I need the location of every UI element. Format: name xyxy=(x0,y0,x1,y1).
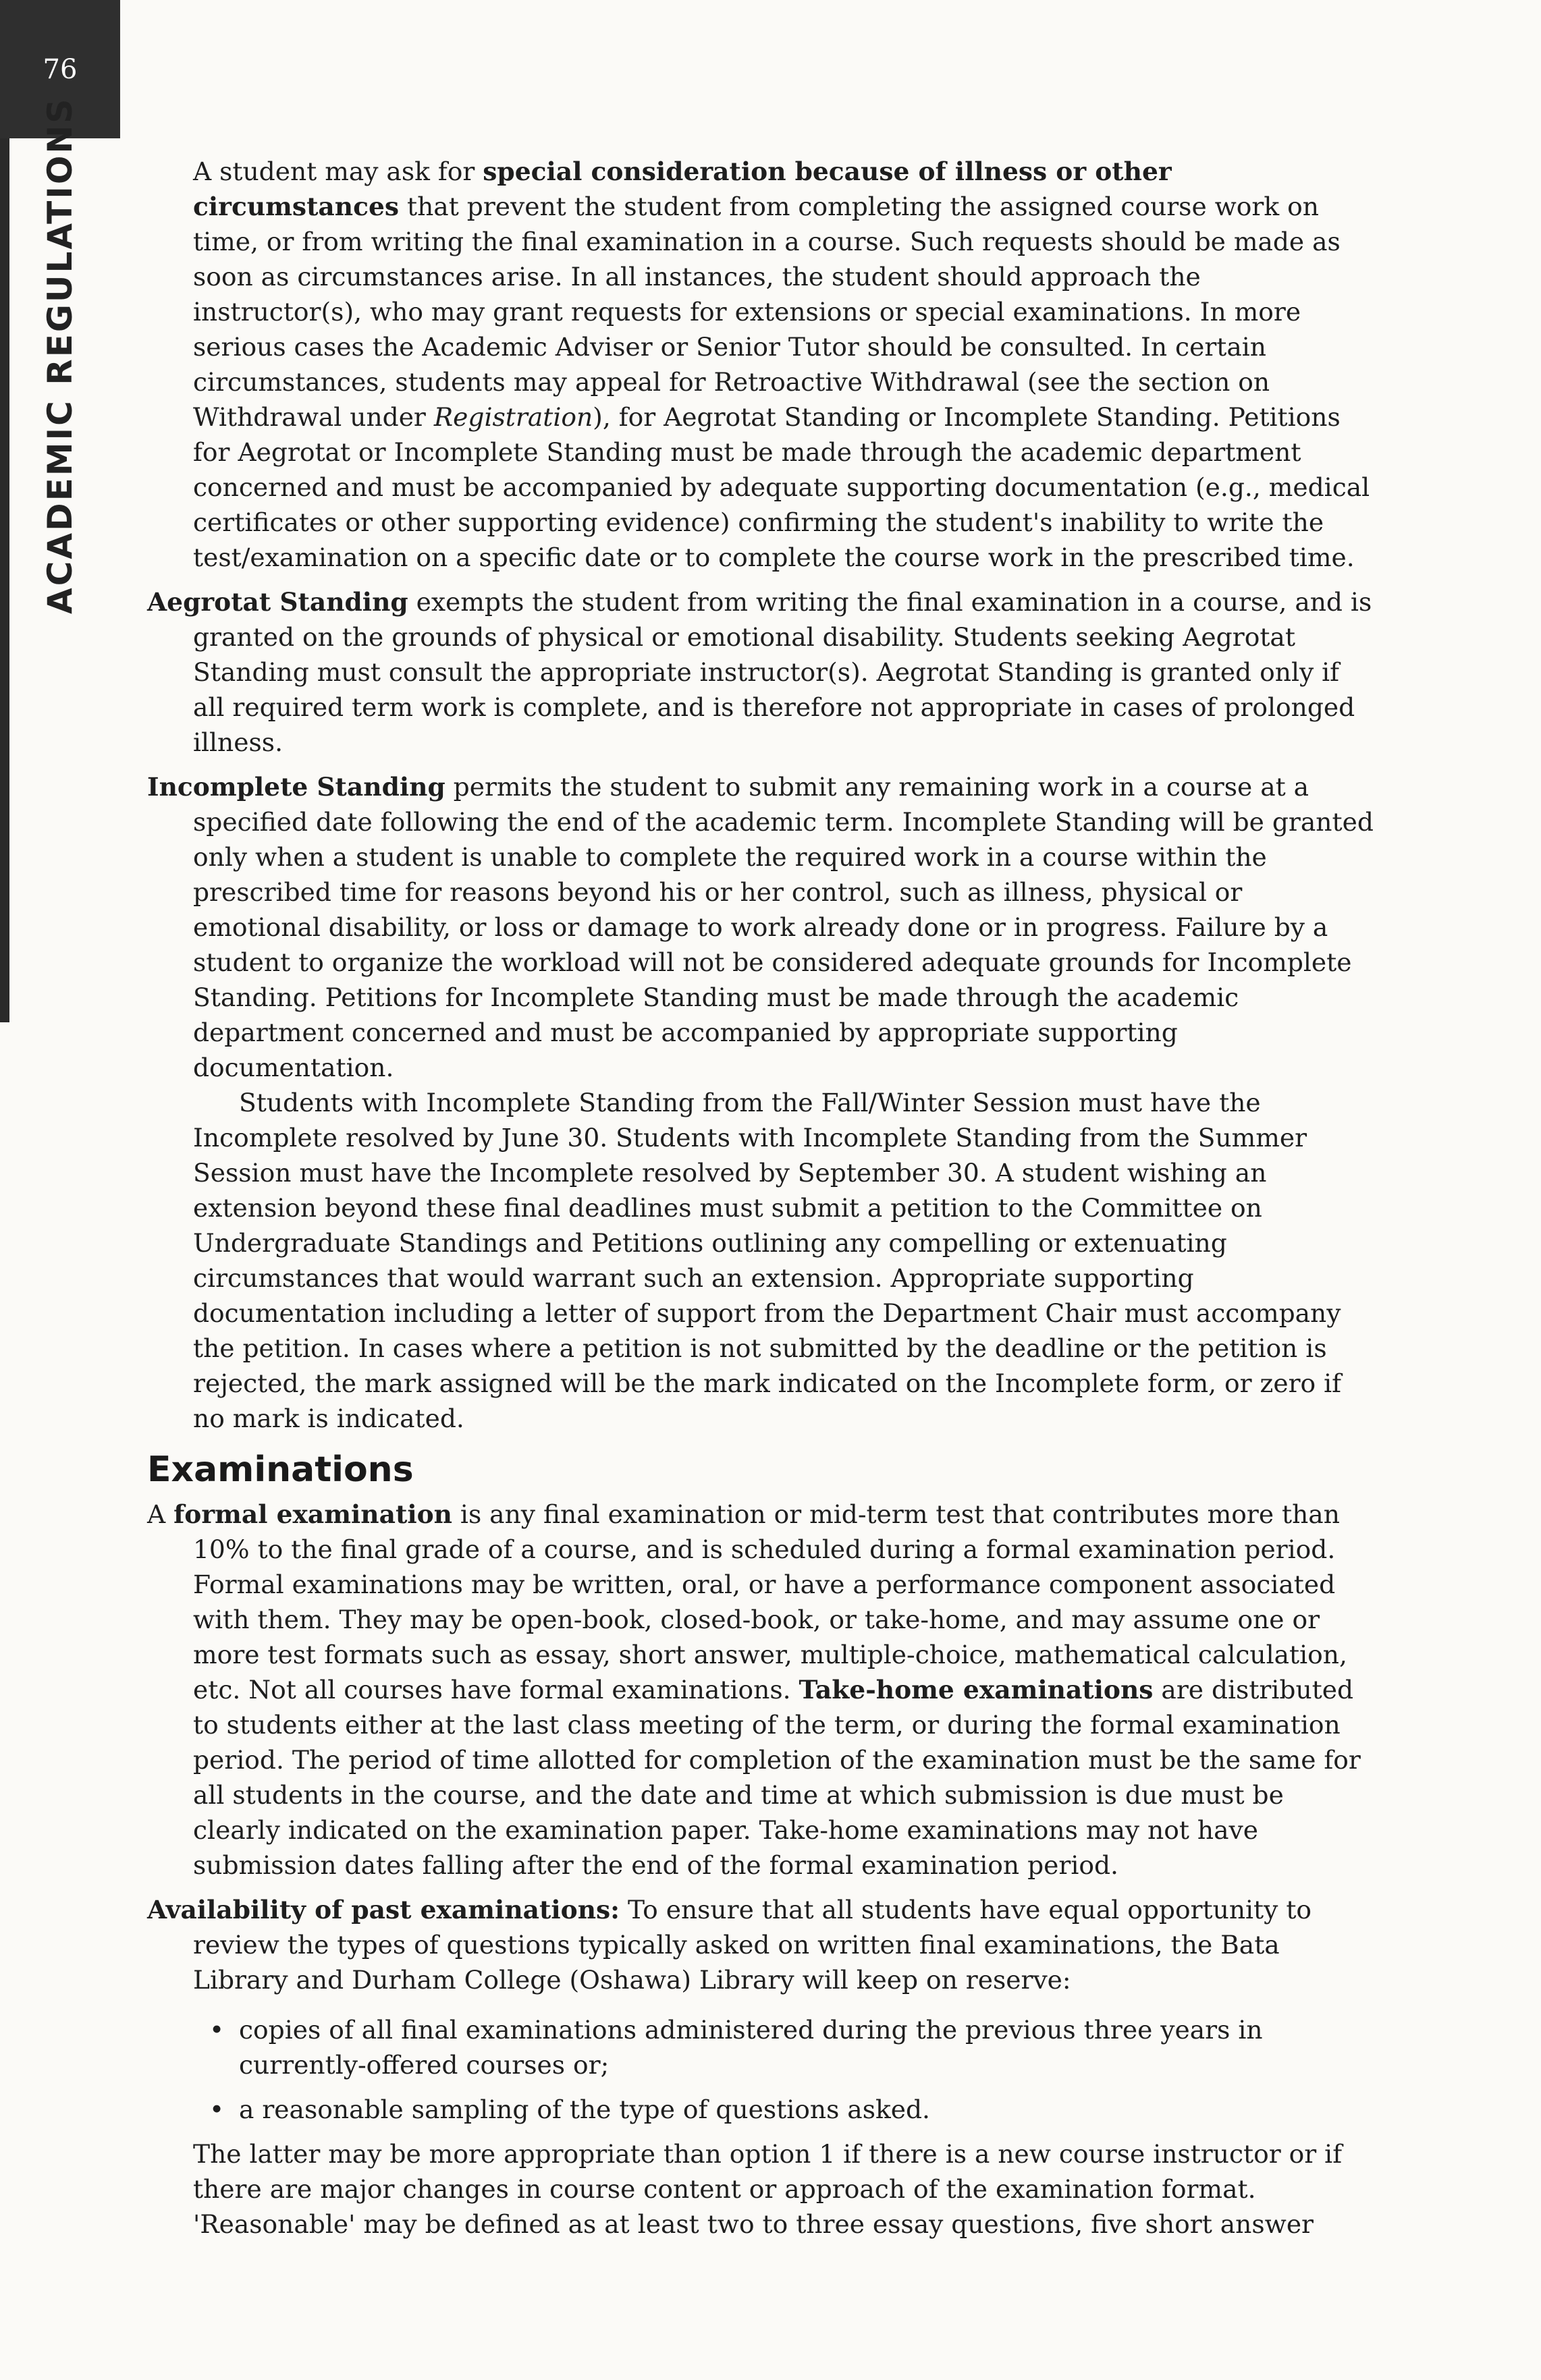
past-examinations-term: Availability of past examinations: xyxy=(147,1895,620,1925)
list-item: • a reasonable sampling of the type of questions asked. xyxy=(193,2092,1376,2127)
section-label-text: ACADEMIC REGULATIONS xyxy=(40,96,80,614)
page-content xyxy=(147,154,1376,2242)
past-examinations-followup: The latter may be more appropriate than option 1 if there is a new course instructor or if there are major changes in course content or approach of the examination format. 'Reasonable' may be defined as at least two to three essay questions, five short answer xyxy=(193,2139,1343,2239)
special-consideration-paragraph: A student may ask for special consideration because of illness or other circumstances that prevent the student from completing the assigned course work on time, or from writing the final examination in a course. Such requests should be made as soon as circumstances arise. In all instances, the student should approach the instructor(s), who may grant requests for extensions or special examinations. In more serious cases the Academic Adviser or Senior Tutor should be consulted. In certain circumstances, students may appeal for Retroactive Withdrawal (see the section on Withdrawal under Registration), for Aegrotat Standing or Incomplete Standing. Petitions for Aegrotat or Incomplete Standing must be made through the academic department concerned and must be accompanied by adequate supporting documentation (e.g., medical certificates or other supporting evidence) confirming the student's inability to write the test/examination on a specific date or to complete the course work in the prescribed time. xyxy=(193,157,1370,572)
aegrotat-term: Aegrotat Standing xyxy=(147,587,408,617)
list-item: • copies of all final examinations administered during the previous three years in currently-offered courses or; xyxy=(193,2012,1376,2082)
past-examinations-list xyxy=(147,2012,1376,2127)
aegrotat-standing-paragraph: Aegrotat Standing exempts the student from writing the final examination in a course, and is granted on the grounds of physical or emotional disability. Students seeking Aegrotat Standing must consult the appropriate instructor(s). Aegrotat Standing is granted only if all required term work is complete, and is therefore not appropriate in cases of prolonged illness. xyxy=(147,587,1372,757)
page-number: 76 xyxy=(43,53,78,85)
formal-examination-paragraph: A formal examination is any final examination or mid-term test that contributes more than 10% to the final grade of a course, and is scheduled during a formal examination period. Formal examinations may be written, oral, or have a performance component associated with them. They may be open-book, closed-book, or take-home, and may assume one or more test formats such as essay, short answer, multiple-choice, mathematical calculation, etc. Not all courses have formal examinations. Take-home examinations are distributed to students either at the last class meeting of the term, or during the formal examination period. The period of time allotted for completion of the examination must be the same for all students in the course, and the date and time at which submission is due must be clearly indicated on the examination paper. Take-home examinations may not have submission dates falling after the end of the formal examination period. xyxy=(147,1499,1361,1880)
examinations-heading: Examinations xyxy=(147,1449,414,1490)
past-examinations-paragraph: Availability of past examinations: To ensure that all students have equal opportunity to review the types of questions typically asked on written final examinations, the Bata Library and Durham College (Oshawa) Library will keep on reserve: xyxy=(147,1895,1312,1995)
bullet-icon: • xyxy=(209,2095,225,2124)
bullet-icon: • xyxy=(209,2015,225,2045)
incomplete-term: Incomplete Standing xyxy=(147,772,445,802)
incomplete-standing-paragraph: Incomplete Standing permits the student to submit any remaining work in a course at a specified date following the end of the academic term. Incomplete Standing will be granted only when a student is unable to complete the required work in a course within the prescribed time for reasons beyond his or her control, such as illness, physical or emotional disability, or loss or damage to work already done or in progress. Failure by a student to organize the workload will not be considered adequate grounds for Incomplete Standing. Petitions for Incomplete Standing must be made through the academic department concerned and must be accompanied by appropriate supporting documentation. xyxy=(147,772,1374,1082)
incomplete-deadlines-paragraph: Students with Incomplete Standing from the Fall/Winter Session must have the Incomplete resolved by June 30. Students with Incomplete Standing from the Summer Session must have the Incomplete resolved by September 30. A student wishing an extension beyond these final deadlines must submit a petition to the Committee on Undergraduate Standings and Petitions outlining any compelling or extenuating circumstances that would warrant such an extension. Appropriate supporting documentation including a letter of support from the Department Chair must accompany the petition. In cases where a petition is not submitted by the deadline or the petition is rejected, the mark assigned will be the mark indicated on the Incomplete form, or zero if no mark is indicated. xyxy=(193,1088,1342,1433)
section-side-bar xyxy=(0,138,9,1022)
